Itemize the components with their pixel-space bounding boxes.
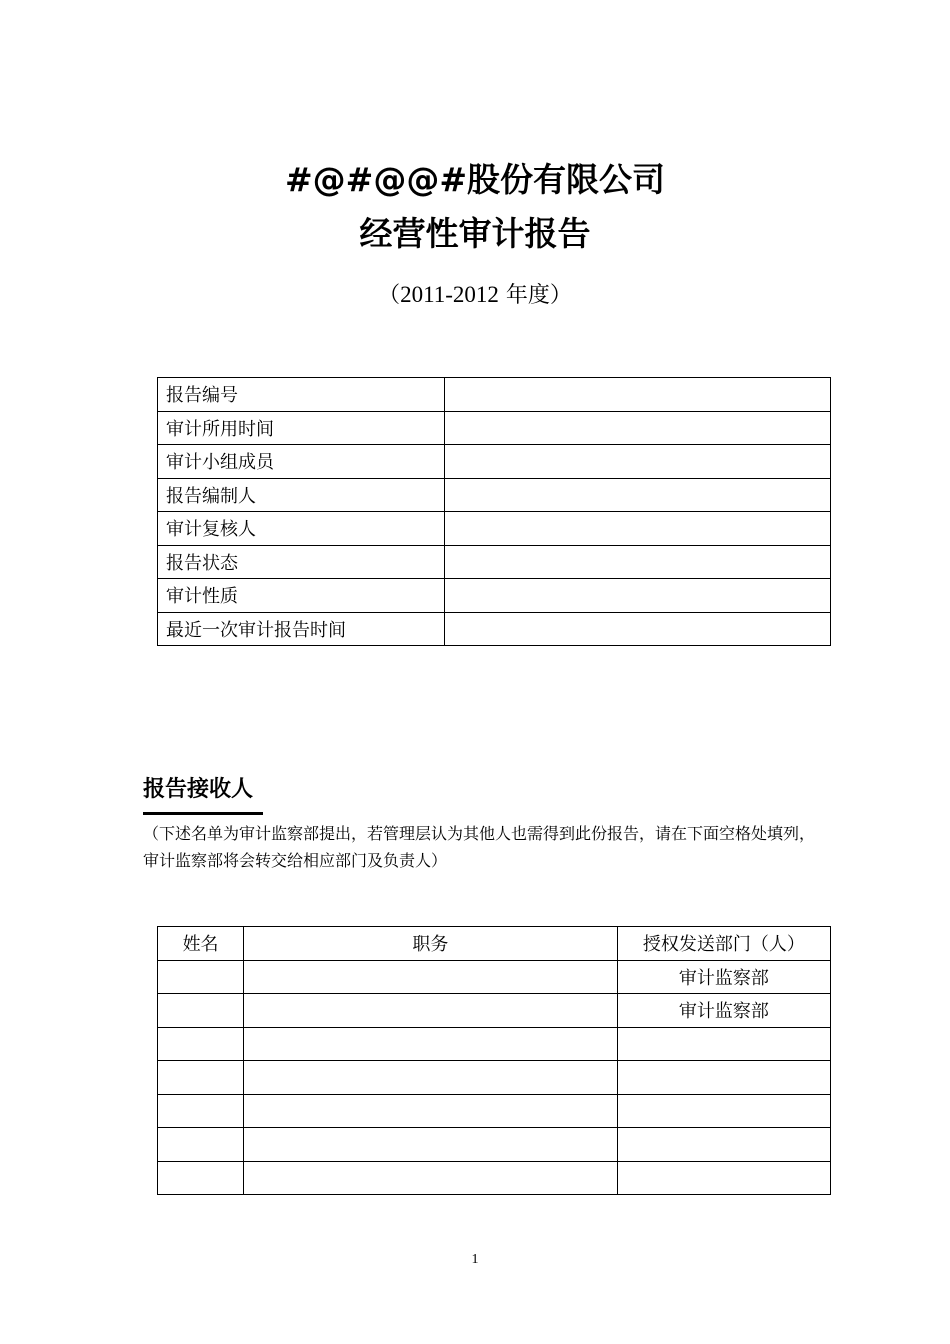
cell-position <box>244 1128 618 1162</box>
cell-name <box>158 1128 244 1162</box>
info-value <box>444 378 830 412</box>
cell-position <box>244 1094 618 1128</box>
cell-name <box>158 1027 244 1061</box>
cell-position <box>244 1161 618 1195</box>
cell-department: 审计监察部 <box>617 994 830 1028</box>
column-header-department: 授权发送部门（人） <box>617 927 830 961</box>
cell-name <box>158 960 244 994</box>
report-title: 经营性审计报告 <box>359 214 591 253</box>
info-label: 报告编制人 <box>158 478 445 512</box>
recipients-heading: 报告接收人 <box>143 777 254 802</box>
recipients-table <box>157 926 831 1195</box>
period-years: 2011-2012 <box>400 282 499 307</box>
table-row <box>158 1027 831 1061</box>
cell-department <box>617 1128 830 1162</box>
report-period <box>0 280 950 311</box>
cell-department <box>617 1094 830 1128</box>
info-value <box>444 512 830 546</box>
cell-position <box>244 994 618 1028</box>
period-close-paren: ） <box>549 283 572 308</box>
cell-name <box>158 1094 244 1128</box>
table-row <box>158 1061 831 1095</box>
table-row <box>158 960 831 994</box>
company-name: #@#@@#股份有限公司 <box>285 160 665 199</box>
column-header-name: 姓名 <box>158 927 244 961</box>
info-value <box>444 478 830 512</box>
info-label: 报告状态 <box>158 545 445 579</box>
recipients-note: （下述名单为审计监察部提出，若管理层认为其他人也需得到此份报告，请在下面空格处填列，审计监察部将会转交给相应部门及负责人） <box>143 824 816 870</box>
table-row <box>158 994 831 1028</box>
table-row <box>158 545 831 579</box>
cell-name <box>158 1161 244 1195</box>
info-label: 报告编号 <box>158 378 445 412</box>
info-label: 最近一次审计报告时间 <box>158 612 445 646</box>
report-info-table <box>157 377 831 646</box>
table-row <box>158 478 831 512</box>
table-header-row <box>158 927 831 961</box>
cell-name <box>158 1061 244 1095</box>
table-row <box>158 1128 831 1162</box>
cell-department <box>617 1027 830 1061</box>
table-row <box>158 378 831 412</box>
table-row <box>158 579 831 613</box>
table-row <box>158 512 831 546</box>
info-value <box>444 411 830 445</box>
cell-department <box>617 1161 830 1195</box>
table-row <box>158 1094 831 1128</box>
cell-position <box>244 960 618 994</box>
period-open-paren: （ <box>378 283 401 308</box>
table-row <box>158 445 831 479</box>
table-row <box>158 1161 831 1195</box>
cell-position <box>244 1061 618 1095</box>
info-label: 审计性质 <box>158 579 445 613</box>
info-label: 审计小组成员 <box>158 445 445 479</box>
heading-underline <box>143 812 263 815</box>
cell-department <box>617 1061 830 1095</box>
info-value <box>444 579 830 613</box>
info-value <box>444 445 830 479</box>
cell-name <box>158 994 244 1028</box>
cell-position <box>244 1027 618 1061</box>
column-header-position: 职务 <box>244 927 618 961</box>
info-value <box>444 545 830 579</box>
cell-department: 审计监察部 <box>617 960 830 994</box>
info-label: 审计复核人 <box>158 512 445 546</box>
table-row <box>158 612 831 646</box>
page-number: 1 <box>471 1252 479 1267</box>
info-value <box>444 612 830 646</box>
info-label: 审计所用时间 <box>158 411 445 445</box>
table-row <box>158 411 831 445</box>
period-suffix: 年度 <box>505 283 550 308</box>
